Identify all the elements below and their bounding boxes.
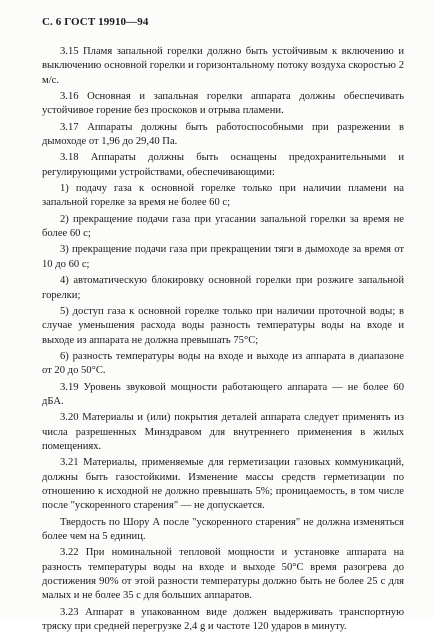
paragraph-shore-hardness: Твердость по Шору А после "ускоренного старения" не должна изменяться более чем на 5 единиц.: [42, 516, 404, 542]
list-item-6: 6) разность температуры воды на входе и выходе из аппарата в диапазоне от 20 до 50°С.: [42, 350, 404, 377]
paragraph-3-19: 3.19 Уровень звуковой мощности работающего аппарата — не более 60 дБА.: [42, 381, 404, 407]
paragraph-3-20: 3.20 Материалы и (или) покрытия деталей аппарата следует применять из числа разрешенных Минздравом для внутреннего применения в жилых помещениях.: [42, 412, 404, 452]
document-body: [42, 45, 404, 634]
list-item-1: 1) подачу газа к основной горелке только при наличии пламени на запальной горелке за время не более 60 с;: [42, 183, 404, 209]
list-item-2: 2) прекращение подачи газа при угасании запальной горелки за время не более 60 с;: [42, 213, 404, 240]
list-item-3: 3) прекращение подачи газа при прекращении тяги в дымоходе за время от 10 до 60 с;: [42, 244, 404, 270]
paragraph-3-15: 3.15 Пламя запальной горелки должно быть устойчивым к включению и выключению основной горелки и горизонтальному потоку воздуха скоростью 2 м/с.: [42, 46, 404, 86]
paragraph-3-16: 3.16 Основная и запальная горелки аппарата должны обеспечивать устойчивое горение без проскоков и отрыва пламени.: [42, 91, 404, 117]
paragraph-3-22: 3.22 При номинальной тепловой мощности и установке аппарата на разность температуры воды на входе и выходе 50°С время разогрева до достижения 90% от этой разности температуры должно быть не более 25 с для малых и не более 35 с для больших аппаратов.: [42, 547, 404, 602]
list-item-5: 5) доступ газа к основной горелке только при наличии проточной воды; в случае уменьшения расхода воды разность температуры воды на входе и выходе из аппарата не должна превышать 75°С;: [42, 305, 404, 346]
paragraph-3-23: 3.23 Аппарат в упакованном виде должен выдерживать транспортную тряску при средней перегрузке 2,4 g и частоте 120 ударов в минуту.: [42, 606, 404, 633]
page-header: С. 6 ГОСТ 19910—94: [42, 16, 149, 28]
paragraph-3-17: 3.17 Аппараты должны быть работоспособными при разрежении в дымоходе от 1,96 до 29,40 Па.: [42, 121, 404, 148]
paragraph-3-21: 3.21 Материалы, применяемые для герметизации газовых коммуникаций, должны быть газостойкими. Изменение массы средств герметизации по отношению к исходной не должно превышать 5%; проницаемость, в том числе после "ускоренного старения" — не допускается.: [42, 457, 404, 512]
paragraph-3-18: 3.18 Аппараты должны быть оснащены предохранительными и регулирующими устройствами, обеспечивающими:: [42, 152, 404, 178]
list-item-4: 4) автоматическую блокировку основной горелки при розжиге запальной горелки;: [42, 275, 404, 301]
